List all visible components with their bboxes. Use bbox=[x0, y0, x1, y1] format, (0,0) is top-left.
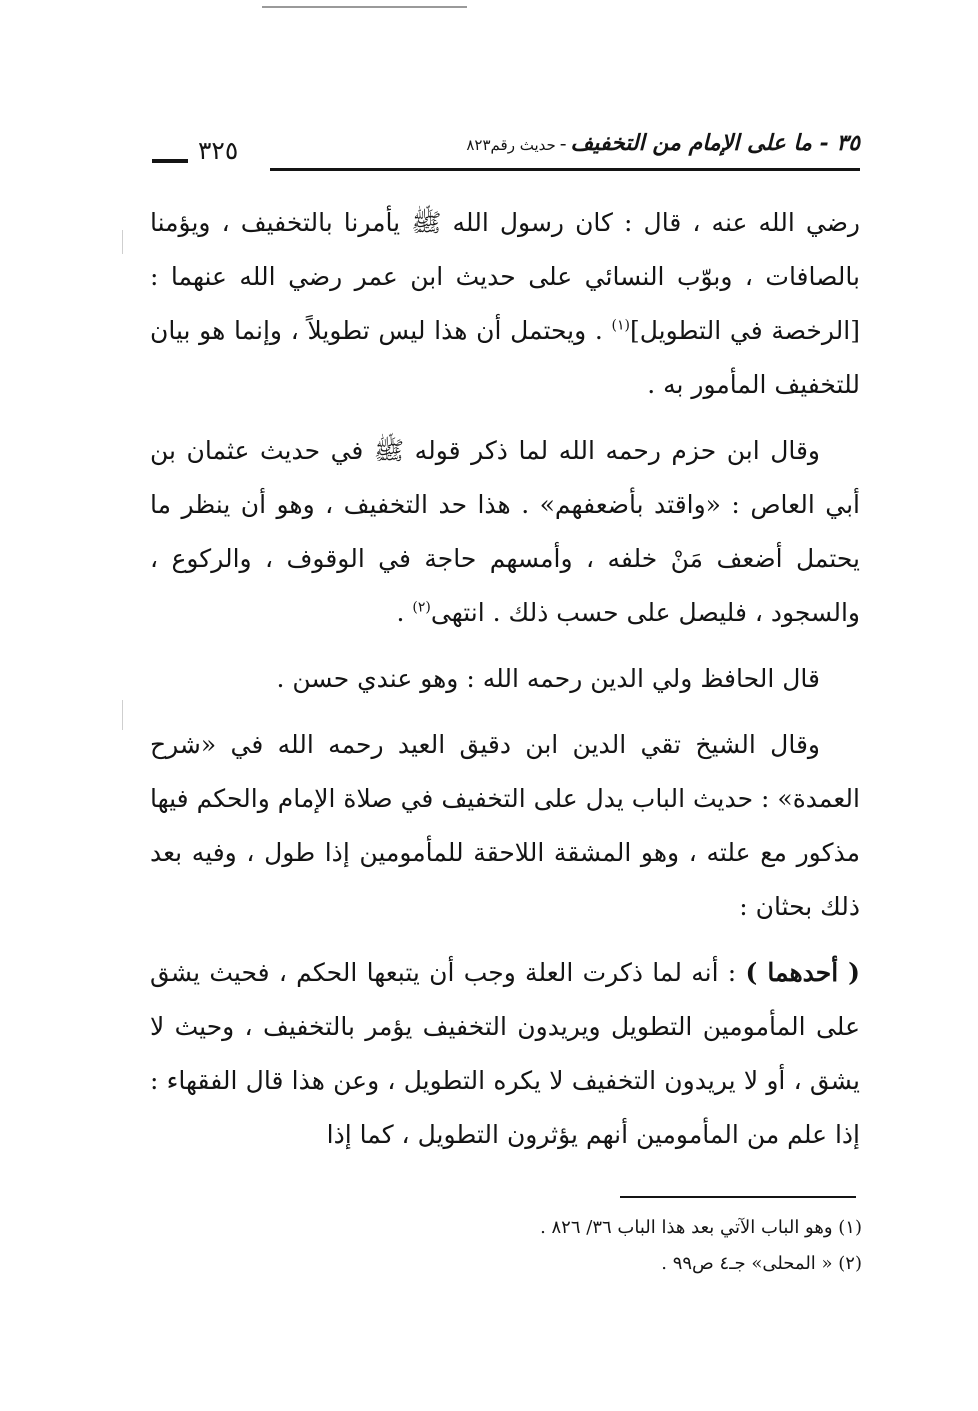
body-text bbox=[150, 196, 860, 1174]
paragraph-text: وقال ابن حزم رحمه الله لما ذكر قوله ﷺ في حديث عثمان بن أبي العاص : «واقتد بأضعفهم» . هذا حد التخفيف ، وهو أن ينظر ما يحتمل أضعف مَنْ خلفه ، وأمسهم حاجة في الوقوف ، والركوع ، والسجود ، فليصل على حسب ذلك . انتهى bbox=[150, 436, 860, 627]
running-header bbox=[152, 128, 860, 168]
header-separator: - bbox=[559, 131, 567, 155]
chapter-title: ٣٥ - ما على الإمام من التخفيف bbox=[570, 130, 860, 156]
header-rule bbox=[270, 168, 860, 171]
paragraph-text: . bbox=[396, 598, 413, 627]
paragraph-text: : أنه لما ذكرت العلة وجب أن يتبعها الحكم ، فحيث يشق على المأمومين التطويل ويريدون التخفيف يؤمر بالتخفيف ، وحيث لا يشق ، أو لا يريدون التخفيف لا يكره التطويل ، وعن هذا قال الفقهاء : إذا علم من المأمومين أنهم يؤثرون التطويل ، كما إذا bbox=[150, 958, 860, 1149]
footnote-ref: (٢) bbox=[412, 599, 431, 616]
page-number: ٣٢٥ bbox=[198, 136, 239, 165]
paragraph bbox=[150, 196, 860, 412]
bold-term: ( أحدهما ) bbox=[745, 958, 861, 987]
paragraph bbox=[150, 424, 860, 640]
header-title bbox=[466, 128, 860, 160]
hadith-reference: حديث رقم٨٢٣ bbox=[466, 136, 556, 154]
paragraph-text: وقال الشيخ تقي الدين ابن دقيق العيد رحمه الله في «شرح العمدة» : حديث الباب يدل على التخفيف في صلاة الإمام والحكم فيها مذكور مع علته ، وهو المشقة اللاحقة للمأمومين إذا طول ، وفيه بعد ذلك بحثان : bbox=[150, 730, 860, 921]
margin-mark bbox=[122, 700, 123, 730]
footnotes bbox=[400, 1210, 862, 1282]
page-number-dash bbox=[152, 159, 188, 163]
paragraph bbox=[150, 946, 860, 1162]
top-scan-line bbox=[262, 6, 467, 8]
footnote: (٢) « المحلى» جـ٤ ص٩٩ . bbox=[661, 1253, 862, 1274]
footnote-separator bbox=[620, 1196, 856, 1198]
paragraph bbox=[150, 718, 860, 934]
footnote: (١) وهو الباب الآتي بعد هذا الباب ٣٦/ ٨٢٦ . bbox=[540, 1217, 862, 1238]
paragraph-text: رضي الله عنه ، قال : كان رسول الله ﷺ يأمرنا بالتخفيف ، ويؤمنا بالصافات ، وبوّب النسائي على حديث ابن عمر رضي الله عنهما : [الرخصة في التطويل] bbox=[150, 208, 860, 345]
margin-mark bbox=[122, 230, 123, 254]
footnote-ref: (١) bbox=[611, 317, 630, 334]
paragraph bbox=[150, 652, 860, 706]
paragraph-text: قال الحافظ ولي الدين رحمه الله : وهو عندي حسن . bbox=[276, 664, 820, 693]
paragraph-text: . ويحتمل أن هذا ليس تطويلاً ، وإنما هو بيان للتخفيف المأمور به . bbox=[150, 316, 860, 399]
